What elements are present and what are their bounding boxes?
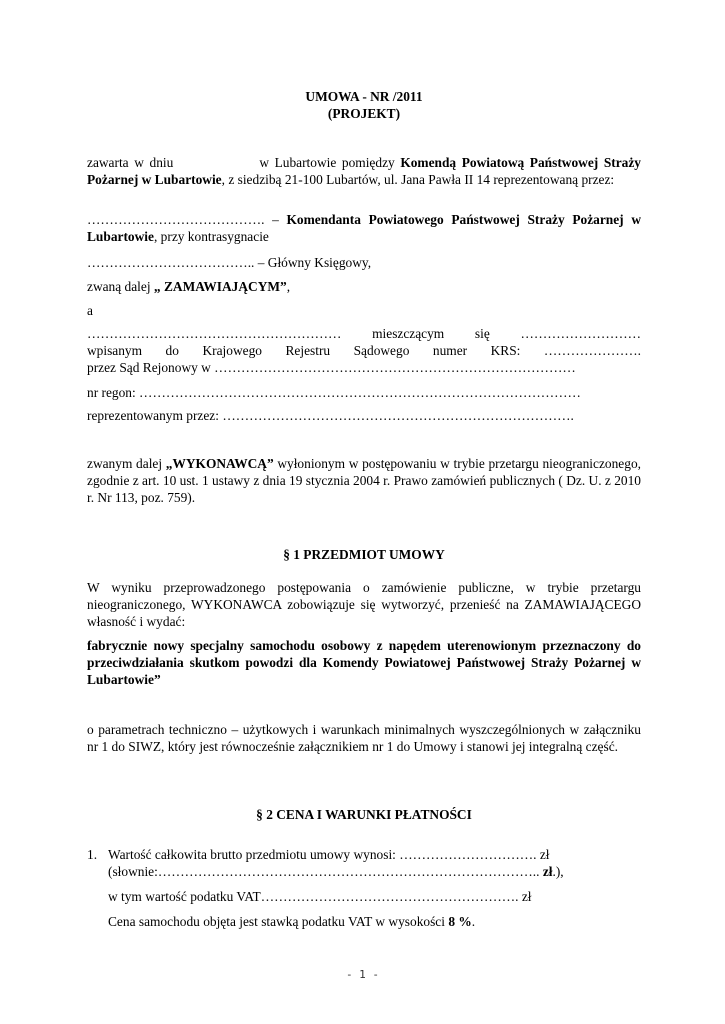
conjunction-a: a [87, 303, 93, 318]
section-1-paragraph-1: W wyniku przeprowadzonego postępowania o zamówienie publiczne, w trybie przetargu nieograniczonego, WYKONAWCA zobowiązuje się wytworzyć, przenieść na ZAMAWIAJĄCEGO własność i wydać: [87, 580, 641, 629]
gross-value-line: Wartość całkowita brutto przedmiotu umowy wynosi: …………………………. zł [108, 847, 550, 862]
regon-line: nr regon: ……………………………………………………………………………………… [87, 385, 581, 400]
intro-place: w Lubartowie pomiędzy [259, 155, 401, 170]
zamawiajacy-label: „ ZAMAWIAJĄCYM” [153, 279, 287, 294]
price-list-item [87, 846, 622, 930]
in-words-end: .), [552, 864, 564, 879]
contractor-designation-label: zwanym dalej [87, 456, 166, 471]
section-1-subject [87, 637, 641, 688]
subject-description: fabrycznie nowy specjalny samochodu osobowy z napędem uterenowionym przeznaczony do przeciwdziałania skutkom powodzi dla Komendy Powiatowej Państwowej Straży Pożarnej w Lubartowie” [87, 638, 641, 687]
ordering-party-address: , z siedzibą 21-100 Lubartów, ul. Jana Pawła II 14 reprezentowaną przez: [221, 172, 615, 187]
representative-paragraph [87, 211, 641, 245]
section-1-paragraph-3: o parametrach techniczno – użytkowych i warunkach minimalnych wyszczególnionych w załączniku nr 1 do SIWZ, który jest równocześnie załącznikiem nr 1 do Umowy i stanowi jej integralną część. [87, 722, 641, 754]
vat-rate-line [108, 913, 622, 930]
contractor-name-line: ………………………………………………… mieszczącym się ……………………… [87, 326, 641, 341]
designation-label: zwaną dalej [87, 279, 154, 294]
section-2-heading: § 2 CENA I WARUNKI PŁATNOŚCI [256, 807, 472, 822]
page-number: - 1 - [345, 968, 380, 981]
vat-rate-value: 8 % [448, 914, 472, 929]
designation-comma: , [286, 279, 291, 294]
in-words-text: (słownie:………………………………………………………………………….. [108, 864, 543, 879]
representative-title: Komendanta Powiatowego Państwowej Straży Pożarnej w Lubartowie [87, 212, 641, 244]
vat-value-line: w tym wartość podatku VAT…………………………………………………. zł [108, 889, 532, 904]
court-line: przez Sąd Rejonowy w ……………………………………………………………………… [87, 360, 576, 375]
ordering-party-designation [87, 278, 641, 295]
representative-blank: …………………………………. – [87, 212, 287, 227]
countersignature-text: , przy kontrasygnacie [153, 229, 269, 244]
contractor-designation-paragraph [87, 455, 641, 506]
krs-line: wpisanym do Krajowego Rejestru Sądowego numer KRS: …………………. [87, 343, 641, 358]
chief-accountant-line: ……………………………….. – Główny Księgowy, [87, 255, 372, 270]
currency-label: zł [542, 864, 553, 879]
intro-date-label: zawarta w dniu [87, 155, 174, 170]
list-number: 1. [87, 847, 98, 862]
contractor-representative-line: reprezentowanym przez: ……………………………………………………………………. [87, 408, 574, 423]
document-title: UMOWA - NR /2011 [305, 89, 423, 104]
section-1-heading: § 1 PRZEDMIOT UMOWY [283, 547, 445, 562]
legal-basis-text: wyłonionym w postępowaniu w trybie przetargu nieograniczonego, zgodnie z art. 10 ust. 1 ustawy z dnia 19 stycznia 2004 r. Prawo zamówień publicznych ( Dz. U. z 2010 r. Nr 113, poz. 759). [87, 456, 641, 505]
vat-rate-end: . [471, 914, 476, 929]
contractor-block [87, 325, 641, 376]
ordering-party-name: Komendą Powiatową Państwowej Straży Pożarnej w Lubartowie [87, 155, 642, 187]
in-words-line [108, 863, 622, 880]
vat-rate-text: Cena samochodu objęta jest stawką podatku VAT w wysokości [108, 914, 449, 929]
wykonawca-label: „WYKONAWCĄ” [165, 456, 274, 471]
intro-paragraph [87, 154, 641, 188]
document-subtitle: (PROJEKT) [327, 106, 401, 121]
